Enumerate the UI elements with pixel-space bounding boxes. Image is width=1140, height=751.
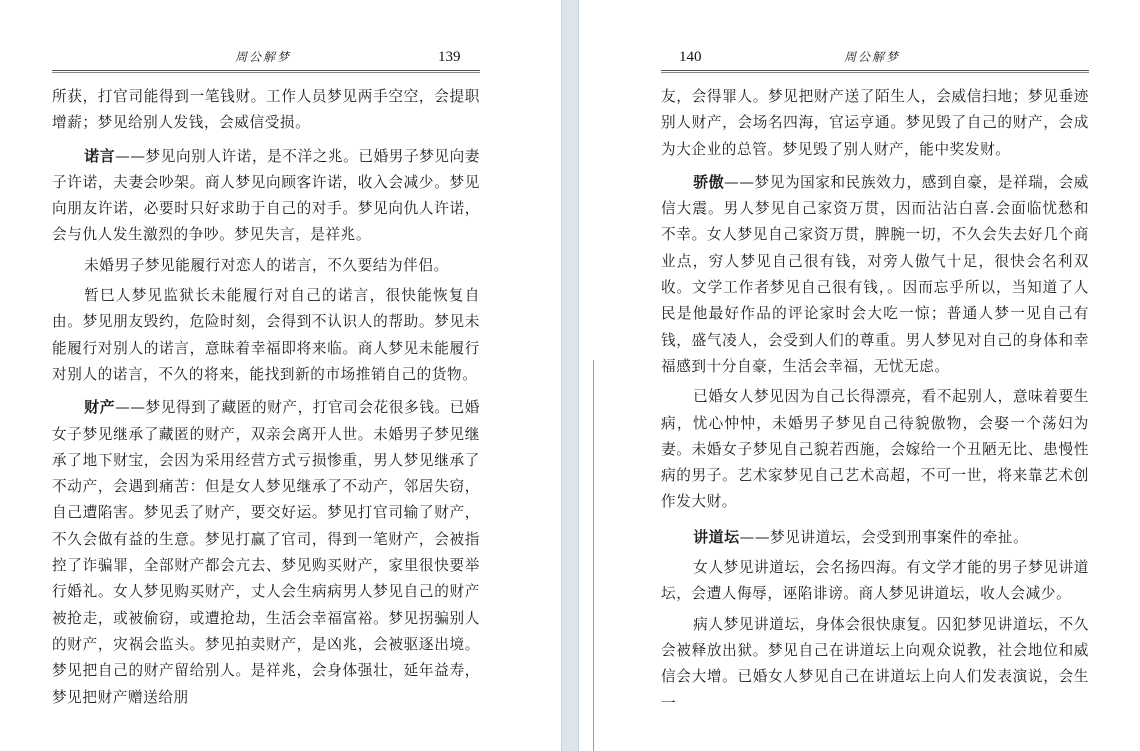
page-body-left xyxy=(52,84,480,711)
paragraph: 已婚女人梦见因为自己长得漂亮，看不起别人，意味着要生病，忧心忡忡，未婚男子梦见自己待貌傲物，会娶一个荡妇为妻。未婚女子梦见自己貌若西施，会嫁给一个丑陋无比、患慢性病的男子。艺术家梦见自己艺术高超，不可一世，将来靠艺术创作发大财。 xyxy=(661,388,1089,511)
paragraph-entry-nuoyan: 诺言——梦见向别人许诺，是不洋之兆。已婚男子梦见向妻子许诺，夫妻会吵架。商人梦见向顾客许诺，收入会减少。梦见向朋友许诺，必要时只好求助于自己的对手。梦见向仇人许诺，会与仇人发生激烈的争吵。梦见失言，是祥兆。 xyxy=(52,146,480,244)
paragraph-entry-jiangdaotan: 讲道坛——梦见讲道坛，会受到刑事案件的牵扯。 xyxy=(693,527,1029,546)
running-head-right xyxy=(661,47,1089,67)
scan-artifact-line xyxy=(593,360,594,751)
page-number: 139 xyxy=(438,49,461,65)
page-gutter xyxy=(561,0,579,751)
paragraph: 暂巳人梦见监狱长未能履行对自己的诺言，很快能恢复自由。梦见朋友毁约，危险时刻，会得到不认识人的帮助。梦见未能履行对别人的诺言，意昧着幸福即将来临。商人梦见未能履行对别人的诺言，不久的将来，能找到新的市场推销自己的货物。 xyxy=(52,287,480,383)
paragraph: 未婚男子梦见能履行对恋人的诺言，不久要结为伴侣。 xyxy=(84,256,449,274)
header-rule xyxy=(661,70,1089,73)
paragraph-entry-jiaoao: 骄傲——梦见为国家和民族效力，感到自豪，是祥瑞，会威信大震。男人梦见自己家资万贯，因而沾沾白喜.会面临忧愁和不幸。女人梦见自己家资万贯，脾腕一切，不久会失去好几个商业点，穷人梦见自己很有钱，对旁人傲气十足，很快会名利双收。文学工作者梦见自己很有钱，。因而忘乎所以，当知道了人民是他最好作品的评论家时会大吃一惊；普通人梦一见自己有钱，盛气凌人，会受到人们的尊重。男人梦见对自己的身体和幸福感到十分自豪，生活会幸福，无忧无虑。 xyxy=(661,172,1089,375)
paragraph: 病人梦见讲道坛，身体会很快康复。囚犯梦见讲道坛，不久会被释放出狱。梦见自己在讲道坛上向观众说教，社会地位和威信会大增。已婚女人梦见自己在讲道坛上向人们发表演说，会生一 xyxy=(661,615,1089,712)
paragraph-entry-caichan: 财产——梦见得到了藏匿的财产，打官司会花很多钱。已婚女子梦见继承了藏匿的财产，双亲会离开人世。未婚男子梦见继承了地下财宝，会因为采用经营方式亏损惨重，男人梦见继承了不动产，会遇到痛苦：但是女人梦见继承了不动产，邻居失窃，自己遭陷害。梦见丢了财产，要交好运。梦见打官司输了财产，不久会做有益的生意。梦见打赢了官司，得到一笔财产，会被指控了诈骗罪，全部财产都会亢去、梦见购买财产，家里很快要举行婚礼。女人梦见购买财产，丈人会生病病男人梦见自己的财产被抢走，或被偷窃，或遭抢劫，生活会幸福富裕。梦见拐骗别人的财产，灾祸会监头。梦见拍卖财产，是凶兆，会被驱逐出境。梦见把自己的财产留给别人。是祥兆，会身体强壮，延年益寿，梦见把财产赠送给朋 xyxy=(52,398,480,706)
entry-heading: 诺言 xyxy=(84,146,116,165)
paragraph: 友，会得罪人。梦见把财产送了陌生人，会威信扫地；梦见垂迹别人财产，会场名四海，官运亨通。梦见毁了自己的财产，会成为大企业的总管。梦见毁了别人财产，能中奖发财。 xyxy=(661,88,1089,158)
header-book-title: 周公解梦 xyxy=(844,50,901,64)
page-body-right xyxy=(661,84,1089,717)
entry-heading: 讲道坛 xyxy=(693,527,740,546)
paragraph: 女人梦见讲道坛，会名扬四海。有文学才能的男子梦见讲道坛，会遭人侮辱，诬陷诽谤。商人梦见讲道坛，收人会减少。 xyxy=(661,559,1089,603)
entry-heading: 骄傲 xyxy=(693,172,725,191)
header-book-title: 周公解梦 xyxy=(235,50,292,64)
header-rule xyxy=(52,70,480,73)
running-head-left xyxy=(52,47,480,67)
entry-heading: 财产 xyxy=(84,398,116,417)
paragraph: 所获，打官司能得到一笔钱财。工作人员梦见两手空空，会提职增薪；梦见给别人发钱，会威信受损。 xyxy=(52,88,480,132)
page-number: 140 xyxy=(679,49,702,65)
